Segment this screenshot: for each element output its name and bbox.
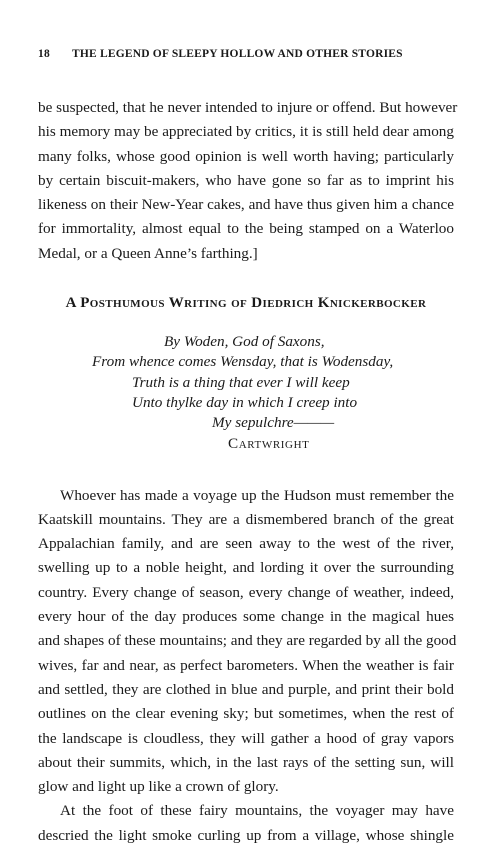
text-line: Kaatskill mountains. They are a dismembered branch of the great — [38, 510, 454, 528]
section-title: A Posthumous Writing of Diedrich Knickerbocker — [65, 295, 427, 312]
text-line: and shapes of these mountains; and they are regarded by all the good — [38, 632, 457, 650]
text-line: about their summits, which, in the last rays of the setting sun, will — [38, 753, 454, 771]
text-line: likeness on their New-Year cakes, and have thus given him a chance — [38, 196, 454, 214]
epigraph-line: Unto thylke day in which I creep into — [132, 393, 358, 411]
epigraph — [38, 332, 454, 453]
text-line: glow and light up like a crown of glory. — [38, 778, 279, 796]
epigraph-attribution: Cartwright — [228, 434, 310, 452]
text-line: Whoever has made a voyage up the Hudson must remember the — [60, 486, 454, 504]
book-page — [38, 44, 458, 848]
text-line: be suspected, that he never intended to injure or offend. But however — [38, 99, 458, 116]
body-paragraph — [38, 484, 457, 800]
text-line: every hour of the day produces some change in the magical hues — [38, 608, 454, 626]
text-line: wives, far and near, as perfect barometers. When the weather is fair — [38, 656, 454, 674]
text-line: for immortality, almost equal to the being stamped on a Waterloo — [38, 220, 454, 238]
epigraph-line: From whence comes Wensday, that is Wodensday, — [92, 353, 394, 371]
epigraph-line: Truth is a thing that ever I will keep — [132, 373, 350, 391]
text-line: Medal, or a Queen Anne’s farthing.] — [38, 244, 258, 262]
epigraph-line: By Woden, God of Saxons, — [164, 333, 325, 351]
text-line: Appalachian family, and are seen away to the west of the river, — [38, 535, 454, 553]
text-line: descried the light smoke curling up from a village, whose shingle — [38, 826, 454, 844]
text-line: At the foot of these fairy mountains, the voyager may have — [60, 802, 454, 820]
text-line: by certain biscuit-makers, who have gone so far as to imprint his — [38, 171, 454, 189]
book-title: THE LEGEND OF SLEEPY HOLLOW AND OTHER STORIES — [72, 48, 403, 60]
body-paragraph — [38, 799, 454, 848]
text-line: country. Every change of season, every change of weather, indeed, — [38, 583, 454, 601]
text-line: many folks, whose good opinion is well worth having; particularly — [38, 147, 454, 165]
running-header — [38, 44, 454, 64]
text-line: the landscape is cloudless, they will gather a hood of gray vapors — [38, 729, 454, 747]
text-line: his memory may be appreciated by critics, it is still held dear among — [38, 123, 454, 141]
text-line: swelling up to a noble height, and lording it over the surrounding — [38, 559, 454, 577]
text-line: and settled, they are clothed in blue and purple, and print their bold — [38, 680, 454, 698]
text-line: outlines on the clear evening sky; but sometimes, when the rest of — [38, 705, 454, 723]
page-number: 18 — [38, 48, 50, 60]
opening-paragraph — [38, 96, 458, 266]
epigraph-line: My sepulchre——— — [212, 414, 335, 432]
